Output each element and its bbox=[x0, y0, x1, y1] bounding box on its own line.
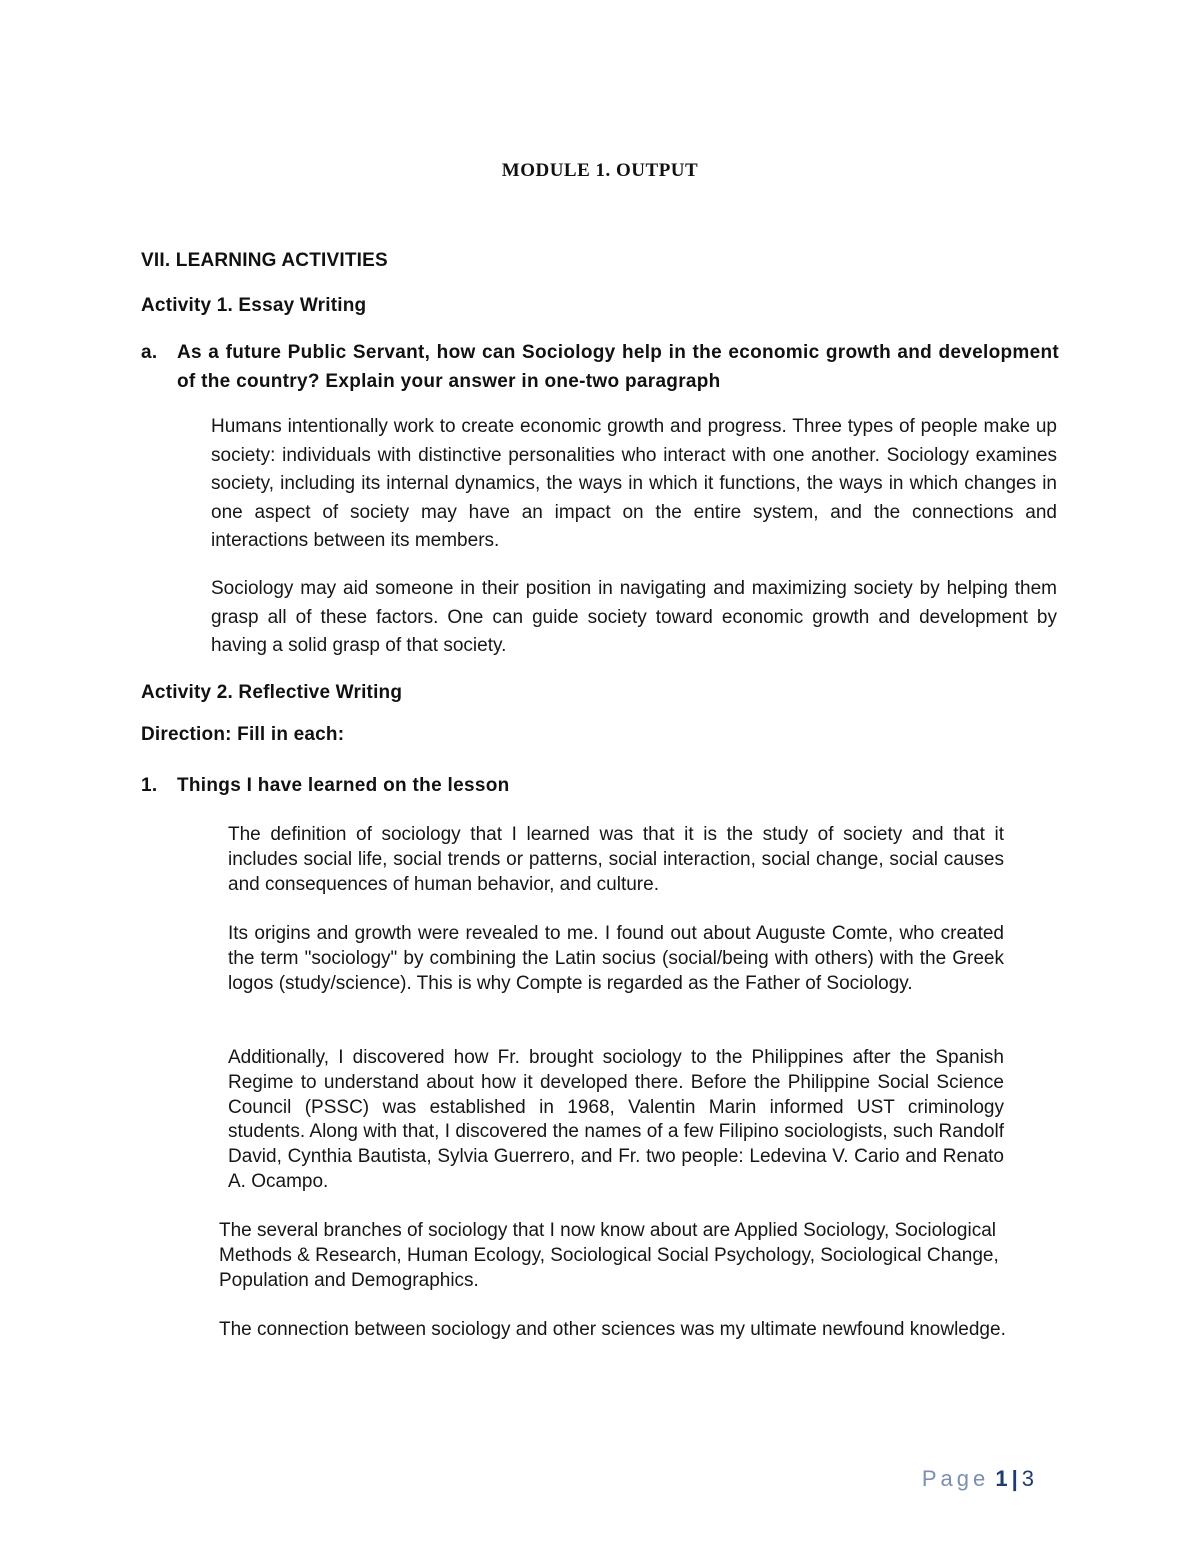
reflection-paragraph-1: The definition of sociology that I learned was that it is the study of society and that it includes social life, social trends or patterns, social interaction, social change, social causes and consequences of human behavior, and culture. bbox=[228, 824, 1004, 895]
reflection-paragraph-2: Its origins and growth were revealed to me. I found out about Auguste Comte, who created the term "sociology" by combining the Latin socius (social/being with others) with the Greek logos (study/science). This is why Compte is regarded as the Father of Sociology. bbox=[228, 923, 1004, 994]
page-number-footer bbox=[922, 1466, 1034, 1492]
reflection-item-number: 1. bbox=[141, 775, 158, 796]
question-text: As a future Public Servant, how can Sociology help in the economic growth and development of the country? Explain your answer in one-two paragraph bbox=[177, 342, 1059, 392]
question-marker: a. bbox=[141, 342, 158, 363]
page-label: Page bbox=[921, 1466, 990, 1491]
essay-paragraph-2: Sociology may aid someone in their position in navigating and maximizing society by helping them grasp all of these factors. One can guide society toward economic growth and development by having a solid grasp of that society. bbox=[211, 578, 1057, 657]
activity1-heading: Activity 1. Essay Writing bbox=[141, 295, 367, 316]
reflection-paragraph-4: The several branches of sociology that I now know about are Applied Sociology, Sociological Methods & Research, Human Ecology, Sociological Social Psychology, Sociological Change, Population and Demographics. bbox=[219, 1220, 999, 1291]
activity2-heading: Activity 2. Reflective Writing bbox=[141, 682, 403, 703]
current-page-number: 1 bbox=[995, 1466, 1008, 1491]
reflection-paragraph-3: Additionally, I discovered how Fr. brought sociology to the Philippines after the Spanish Regime to understand about how it developed there. Before the Philippine Social Science Council (PSSC) was established in 1968, Valentin Marin informed UST criminology students. Along with that, I discovered the names of a few Filipino sociologists, such Randolf David, Cynthia Bautista, Sylvia Guerrero, and Fr. two people: Ledevina V. Cario and Renato A. Ocampo. bbox=[228, 1047, 1004, 1192]
total-pages: 3 bbox=[1021, 1466, 1034, 1491]
activity2-direction: Direction: Fill in each: bbox=[141, 724, 345, 745]
essay-paragraph-1: Humans intentionally work to create economic growth and progress. Three types of people make up society: individuals with distinctive personalities who interact with one another. Sociology examines society, including its internal dynamics, the ways in which it functions, the ways in which changes in one aspect of society may have an impact on the entire system, and the connections and interactions between its members. bbox=[211, 416, 1057, 552]
reflection-item-label: Things I have learned on the lesson bbox=[177, 775, 510, 796]
reflection-item bbox=[141, 775, 510, 797]
activity1-question bbox=[141, 338, 1059, 396]
section-heading: VII. LEARNING ACTIVITIES bbox=[141, 250, 388, 271]
reflection-paragraph-5: The connection between sociology and other sciences was my ultimate newfound knowledge. bbox=[219, 1319, 1006, 1340]
page-title: MODULE 1. OUTPUT bbox=[501, 160, 699, 181]
page-separator: | bbox=[1011, 1466, 1018, 1491]
